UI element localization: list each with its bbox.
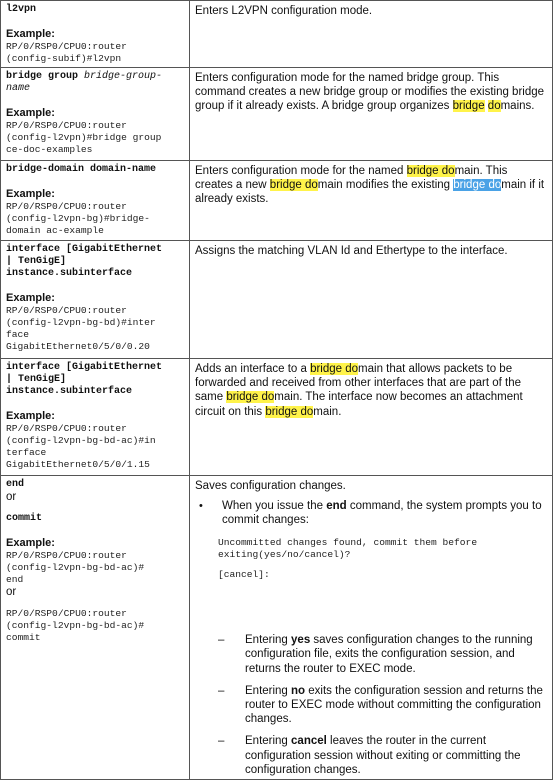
keyword-cancel: cancel: [291, 735, 327, 748]
command-cell: [1, 241, 190, 359]
command-name: | TenGigE]: [6, 256, 67, 267]
or-separator: or: [6, 491, 17, 503]
example-line: RP/0/RSP0/CPU0:router: [6, 41, 127, 52]
example-line: GigabitEthernet0/5/0/0.20: [6, 341, 150, 352]
example-line: domain ac-example: [6, 225, 104, 236]
example-line: ce-doc-examples: [6, 144, 93, 155]
bullet-text: [222, 499, 547, 527]
search-highlight: bridge: [452, 100, 485, 113]
dash-text-part: exits the configuration session and returns the router to EXEC mode without committing the configuration changes.: [245, 684, 543, 726]
dash-marker: –: [218, 634, 225, 647]
dash-item: [218, 734, 547, 777]
dash-text-part: Entering: [245, 634, 292, 647]
example-line: RP/0/RSP0/CPU0:router: [6, 608, 127, 619]
example-label: Example:: [6, 537, 55, 549]
description-cell: [190, 241, 553, 359]
table-row: [1, 241, 553, 359]
example-line: GigabitEthernet0/5/0/1.15: [6, 459, 150, 470]
description-text: Adds an interface to a: [195, 363, 311, 375]
bullet-marker: •: [199, 500, 203, 513]
description-cell: [190, 359, 553, 476]
search-highlight: bridge do: [269, 179, 318, 192]
command-name: instance.subinterface: [6, 268, 133, 279]
example-label: Example:: [6, 188, 55, 200]
dash-item: [218, 633, 547, 676]
command-cell: [1, 161, 190, 241]
description-text: Enters configuration mode for the named: [195, 165, 407, 177]
description-text: mains.: [500, 100, 535, 113]
search-highlight: bridge do: [226, 391, 275, 404]
dash-text: [245, 633, 547, 676]
table-row: [1, 476, 553, 780]
command-name: l2vpn: [6, 4, 37, 15]
table-row: [1, 68, 553, 161]
command-name: interface [GigabitEthernet: [6, 244, 163, 255]
example-line: RP/0/RSP0/CPU0:router: [6, 550, 127, 561]
search-highlight: bridge do: [310, 363, 359, 375]
keyword-end: end: [326, 500, 347, 513]
command-argument: bridge-group-name: [6, 71, 163, 94]
description-text: Saves configuration changes.: [195, 480, 346, 492]
dash-marker: –: [218, 735, 225, 748]
keyword-no: no: [291, 684, 306, 697]
search-highlight: bridge do: [265, 405, 314, 418]
prompt-line: Uncommitted changes found, commit them before: [218, 536, 478, 548]
table-row: [1, 161, 553, 241]
description-text: Enters configuration mode for the named bridge group. This command creates a new bridge group or modifies the existing bridge group if it already exists. A bridge group organizes: [195, 72, 545, 113]
example-line: face: [6, 329, 30, 340]
command-name: interface [GigabitEthernet: [6, 362, 163, 373]
table-row: [1, 359, 553, 476]
example-line: (config-l2vpn)#bridge group: [6, 132, 162, 143]
example-label: Example:: [6, 107, 55, 119]
example-line: (config-subif)#l2vpn: [6, 53, 122, 64]
table-row: [1, 1, 553, 68]
example-label: Example:: [6, 410, 55, 422]
command-name: bridge-domain domain-name: [6, 164, 157, 175]
dash-text-part: saves configuration changes to the running configuration file, exits the configuration session, and returns the router to EXEC mode.: [245, 634, 533, 675]
example-line: RP/0/RSP0/CPU0:router: [6, 201, 127, 212]
example-line: (config-l2vpn-bg-bd)#inter: [6, 317, 156, 328]
prompt-default: [cancel]:: [218, 568, 270, 580]
command-name: | TenGigE]: [6, 374, 67, 385]
command-name: instance.subinterface: [6, 386, 133, 397]
example-line: RP/0/RSP0/CPU0:router: [6, 120, 127, 131]
command-cell: [1, 1, 190, 68]
search-highlight: bridge do: [406, 165, 455, 177]
dash-text-part: Entering: [245, 735, 292, 748]
description-text: main.: [313, 405, 342, 418]
example-line: (config-l2vpn-bg-bd-ac)#: [6, 620, 145, 631]
command-name: commit: [6, 513, 43, 524]
example-line: (config-l2vpn-bg-bd-ac)#in: [6, 435, 156, 446]
search-highlight: do: [487, 100, 501, 113]
description-text: main if it already exists.: [195, 179, 545, 206]
command-cell: [1, 359, 190, 476]
description-cell: [190, 1, 553, 68]
prompt-block: [218, 537, 547, 582]
example-line: RP/0/RSP0/CPU0:router: [6, 423, 127, 434]
example-label: Example:: [6, 28, 55, 40]
description-cell: [190, 476, 553, 780]
example-line: (config-l2vpn-bg)#bridge-: [6, 213, 150, 224]
current-search-match: bridge do: [453, 179, 502, 192]
description-text: main. The interface now becomes an attachment circuit on this: [195, 391, 523, 418]
description-cell: [190, 68, 553, 161]
bullet-text-part: command, the system prompts you to commit changes:: [222, 500, 542, 527]
or-separator: or: [6, 586, 17, 598]
description-cell: [190, 161, 553, 241]
command-name: [6, 71, 184, 95]
command-name: end: [6, 479, 25, 490]
dash-text: [245, 734, 547, 777]
example-line: terface: [6, 447, 47, 458]
dash-item: [218, 684, 547, 727]
dash-text-part: leaves the router in the current configuration session without exiting or committing the configuration changes.: [245, 735, 521, 776]
example-line: RP/0/RSP0/CPU0:router: [6, 305, 127, 316]
dash-marker: –: [218, 684, 225, 697]
prompt-line: exiting(yes/no/cancel)?: [218, 549, 351, 561]
bullet-text-part: When you issue the: [222, 500, 327, 513]
keyword-yes: yes: [291, 634, 311, 647]
description-text: main. This creates a new: [195, 165, 508, 192]
dash-text-part: Entering: [245, 684, 292, 697]
description-text: Assigns the matching VLAN Id and Ethertype to the interface.: [195, 245, 508, 257]
example-label: Example:: [6, 292, 55, 304]
example-line: end: [6, 574, 24, 585]
bullet-item: [195, 499, 547, 527]
description-text: main modifies the existing: [317, 179, 454, 192]
description-text: main that allows packets to be forwarded and received from other interfaces that are part of the same: [195, 363, 522, 404]
command-cell: [1, 476, 190, 780]
command-keyword: bridge group: [6, 71, 79, 82]
command-cell: [1, 68, 190, 161]
dash-text: [245, 684, 547, 727]
example-line: commit: [6, 632, 41, 643]
description-text: Enters L2VPN configuration mode.: [195, 5, 373, 17]
example-line: (config-l2vpn-bg-bd-ac)#: [6, 562, 145, 573]
